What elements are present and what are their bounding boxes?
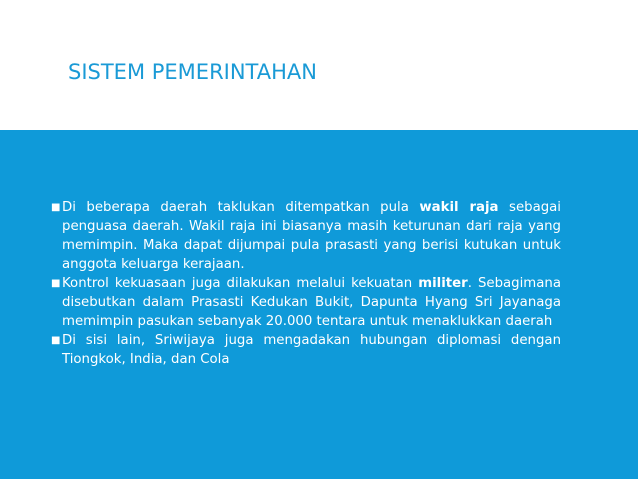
- square-bullet-icon: ■: [51, 278, 61, 289]
- bullet-text-after: . Sebagimana disebutkan dalam Prasasti Kedukan Bukit, Dapunta Hyang Sri Jayanaga memimpin pasukan sebanyak 20.000 tentara untuk menaklukkan daerah: [62, 276, 561, 329]
- bullet-item-diplomasi: [53, 331, 561, 369]
- bullet-text-before: Kontrol kekuasaan juga dilakukan melalui kekuatan: [62, 276, 419, 291]
- square-bullet-icon: ■: [51, 335, 61, 346]
- bullet-text-after: sebagai penguasa daerah. Wakil raja ini biasanya masih keturunan dari raja yang memimpin. Maka dapat dijumpai pula prasasti yang berisi kutukan untuk anggota keluarga kerajaan.: [62, 200, 561, 272]
- slide-title: SISTEM PEMERINTAHAN: [68, 60, 317, 84]
- bullet-text-before: Di sisi lain, Sriwijaya juga mengadakan hubungan diplomasi dengan Tiongkok, India, dan Cola: [62, 333, 561, 367]
- bullet-text-before: Di beberapa daerah taklukan ditempatkan pula: [62, 200, 420, 215]
- bullet-list: [53, 198, 561, 369]
- bullet-item-militer: [53, 274, 561, 331]
- square-bullet-icon: ■: [51, 202, 61, 213]
- bullet-emphasis: militer: [418, 276, 468, 291]
- bullet-emphasis: wakil raja: [419, 200, 499, 215]
- bullet-item-wakil-raja: [53, 198, 561, 274]
